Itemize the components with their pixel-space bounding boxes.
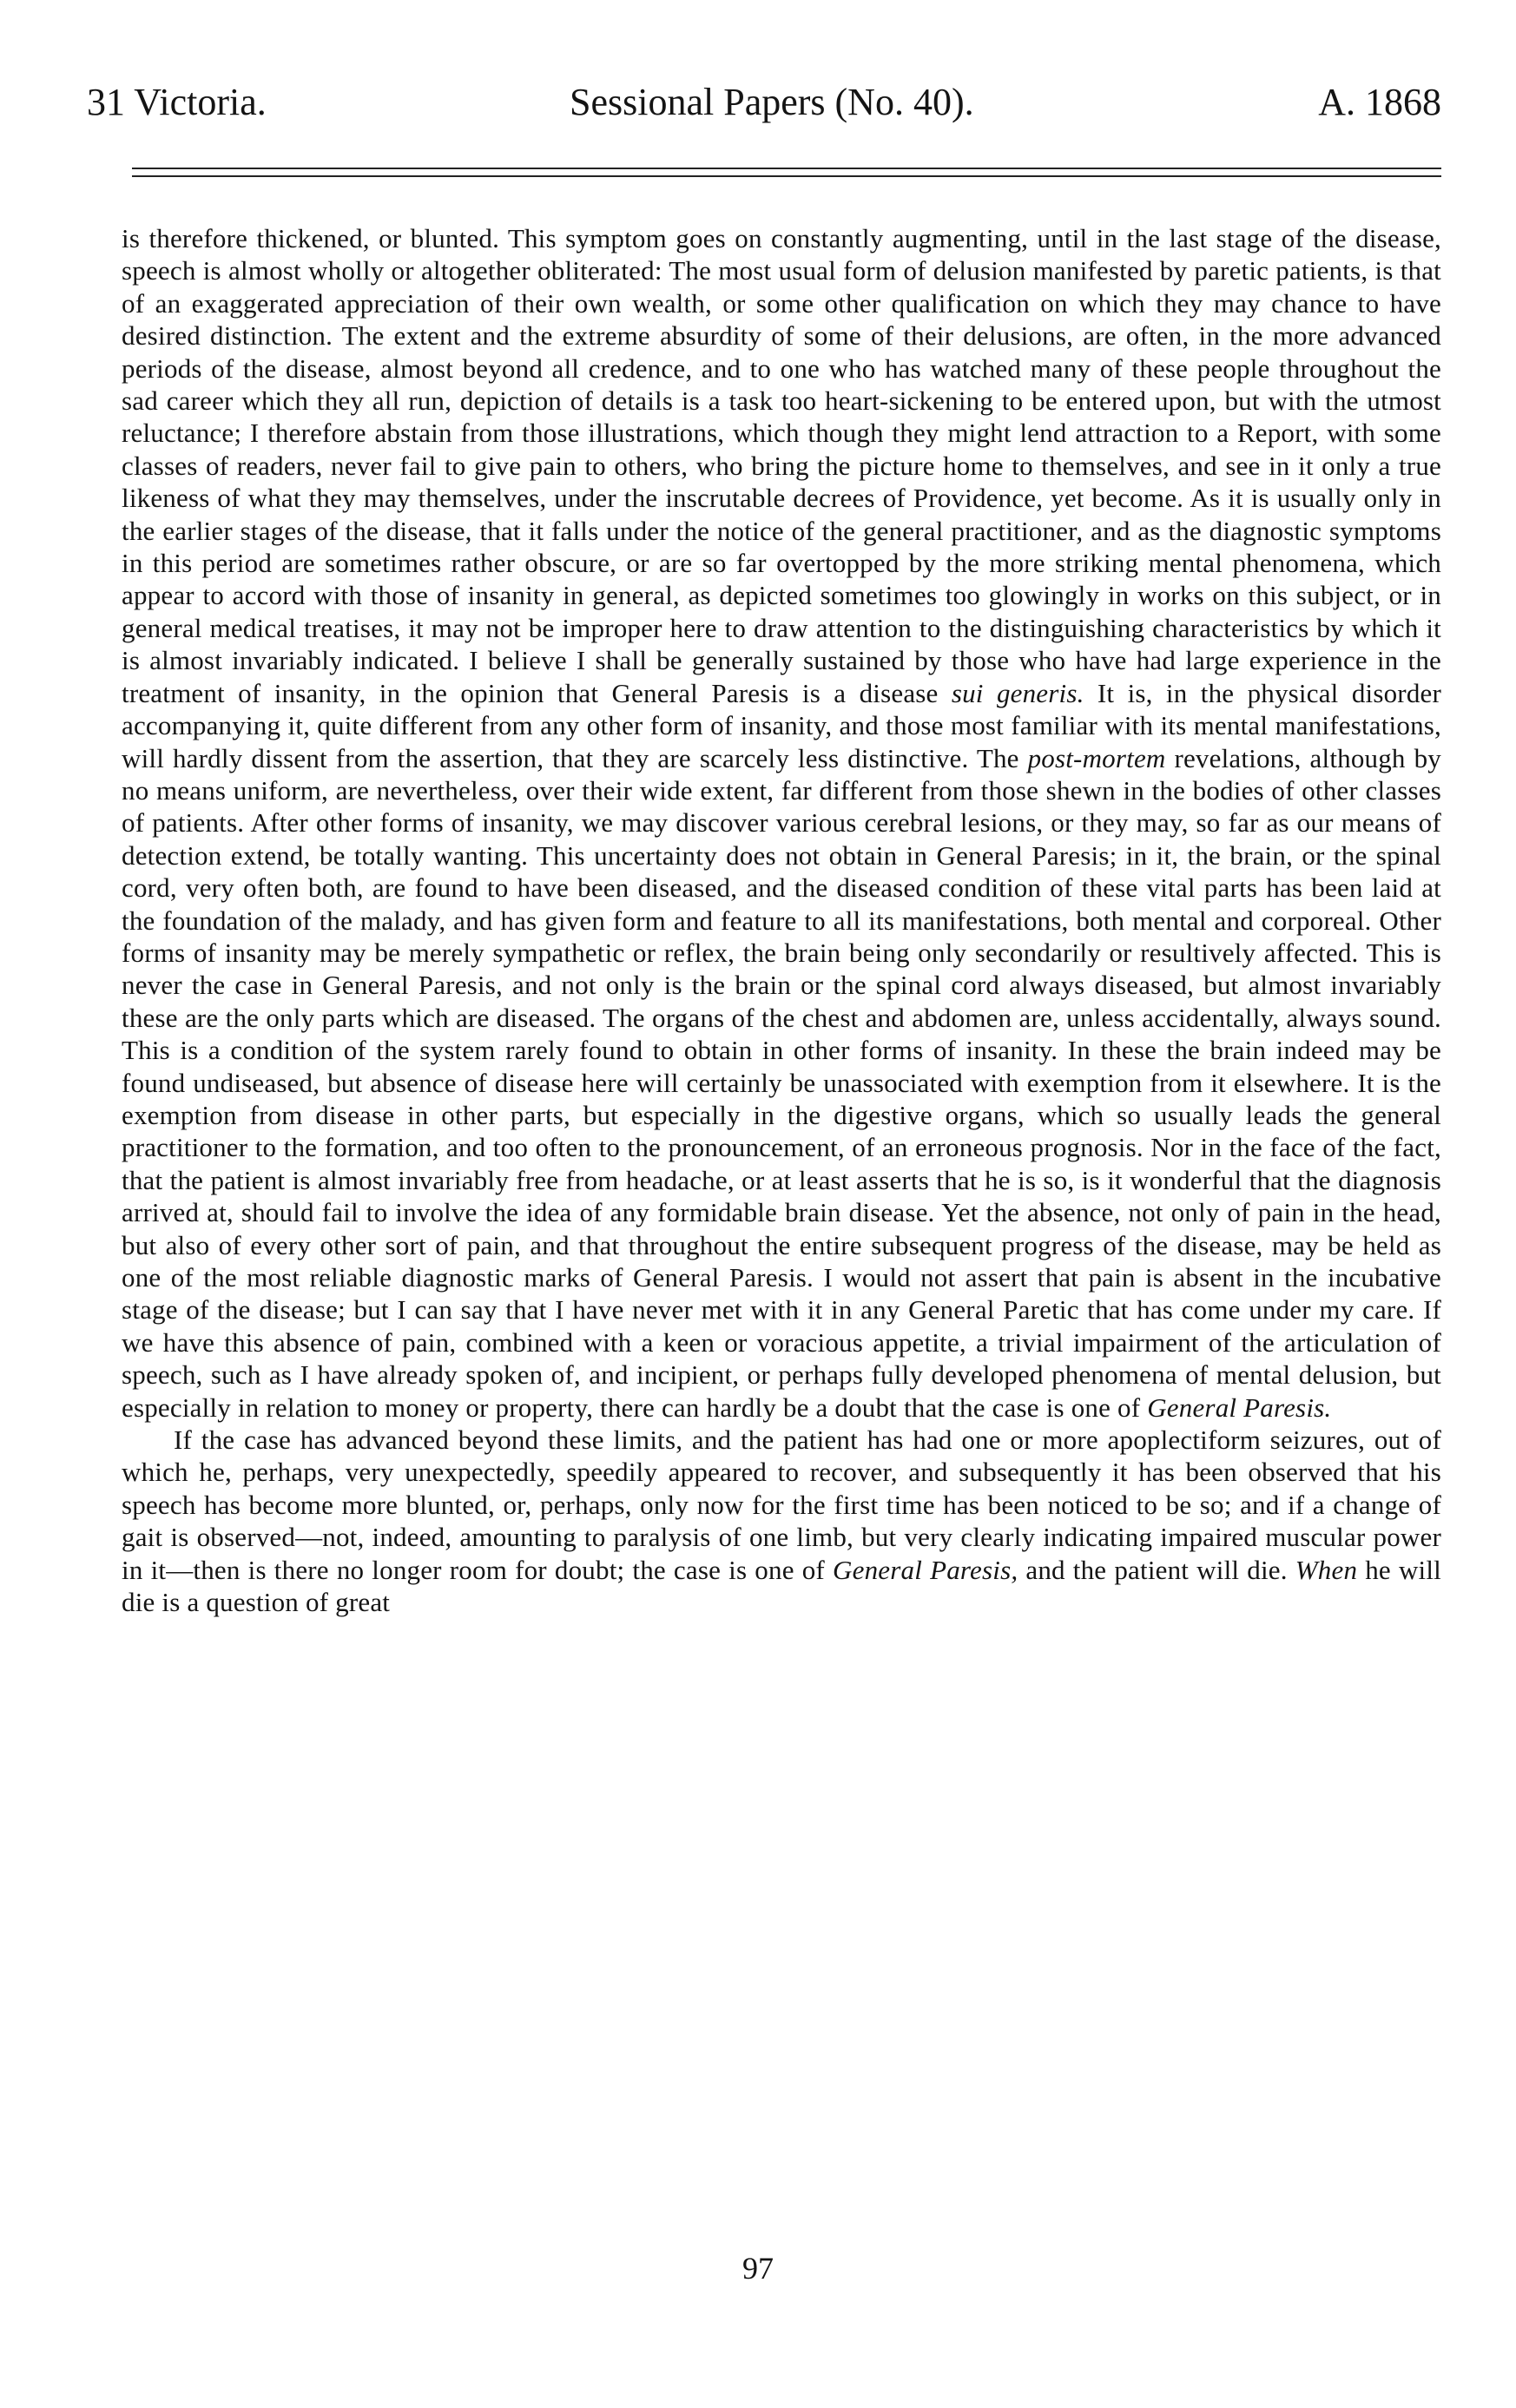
italic-general-paresis-2: General Paresis, — [833, 1554, 1018, 1585]
paragraph-1 — [122, 222, 1441, 1424]
header-center: Sessional Papers (No. 40). — [570, 81, 974, 123]
paragraph-1-text-a: is therefore thickened, or blunted. This symptom goes on constantly augmenting, until in the last stage of the disease, speech is almost wholly or altogether obliterated: The most usual form of delusion manifested by paretic patients, is that of an exaggerated appreciation of their own wealth, or some other qualification on which they may chance to have desired distinction. The extent and the extreme absurdity of some of their delusions, are often, in the more advanced periods of the disease, almost beyond all credence, and to one who has watched many of these people throughout the sad career which they all run, depiction of details is a task too heart-sickening to be entered upon, but with the utmost reluctance; I therefore abstain from those illustrations, which though they might lend attraction to a Report, with some classes of readers, never fail to give pain to others, who bring the picture home to themselves, and see in it only a true likeness of what they may themselves, under the inscrutable decrees of Providence, yet become. As it is usually only in the earlier stages of the disease, that it falls under the notice of the general practitioner, and as the diagnostic symptoms in this period are sometimes rather obscure, or are so far overtopped by the more striking mental phenomena, which appear to accord with those of insanity in general, as depicted sometimes too glowingly in works on this subject, or in general medical treatises, it may not be improper here to draw attention to the distinguishing characteristics by which it is almost invariably indicated. I believe I shall be generally sustained by those who have had large experience in the treatment of insanity, in the opinion that General Paresis is a disease — [122, 223, 1441, 708]
paragraph-2-text-b: and the patient will die. — [1018, 1554, 1295, 1585]
running-header — [87, 80, 1441, 141]
paragraph-2-text-c: he will die is a question of great — [122, 1554, 1441, 1618]
header-left: 31 Victoria. — [87, 81, 267, 123]
body-text — [122, 222, 1441, 1618]
header-rule-top — [132, 168, 1441, 169]
header-right: A. 1868 — [1318, 81, 1441, 123]
paragraph-1-text-c: revelations, although by no means uniform, are nevertheless, over their wide extent, far different from those shewn in the bodies of other classes of patients. After other forms of insanity, we may discover various cerebral lesions, or they may, so far as our means of detection extend, be totally wanting. This uncertainty does not obtain in General Paresis; in it, the brain, or the spinal cord, very often both, are found to have been diseased, and the diseased condition of these vital parts has been laid at the foundation of the malady, and has given form and feature to all its manifestations, both mental and corporeal. Other forms of insanity may be merely sympathetic or reflex, the brain being only secondarily or resultively affected. This is never the case in General Paresis, and not only is the brain or the spinal cord always diseased, but almost invariably these are the only parts which are diseased. The organs of the chest and abdomen are, unless accidentally, always sound. This is a condition of the system rarely found to obtain in other forms of insanity. In these the brain indeed may be found undiseased, but absence of disease here will certainly be unassociated with exemption from it elsewhere. It is the exemption from disease in other parts, but especially in the digestive organs, which so usually leads the general practitioner to the formation, and too often to the pronouncement, of an erroneous prognosis. Nor in the face of the fact, that the patient is almost invariably free from headache, or at least asserts that he is so, is it wonderful that the diagnosis arrived at, should fail to involve the idea of any formidable brain disease. Yet the absence, not only of pain in the head, but also of every other sort of pain, and that throughout the entire subsequent progress of the disease, may be held as one of the most reliable diagnostic marks of General Paresis. I would not assert that pain is absent in the incubative stage of the disease; but I can say that I have never met with it in any General Paretic that has come under my care. If we have this absence of pain, combined with a keen or voracious appetite, a trivial impairment of the articulation of speech, such as I have already spoken of, and incipient, or perhaps fully developed phenomena of mental delusion, but especially in relation to money or property, there can hardly be a doubt that the case is one of — [122, 742, 1441, 1423]
italic-sui-generis: sui generis. — [951, 677, 1084, 708]
italic-general-paresis: General Paresis. — [1147, 1392, 1332, 1423]
header-rule-bottom — [132, 175, 1441, 177]
italic-when: When — [1295, 1554, 1358, 1585]
italic-post-mortem: post-mortem — [1027, 742, 1166, 773]
paragraph-1-text-b: It is, in the physical disorder accompanying it, quite different from any other form of insanity, and those most familiar with its mental manifestations, will hardly dissent from the assertion, that they are scarcely less distinctive. The — [122, 677, 1441, 773]
paragraph-2 — [122, 1424, 1441, 1618]
page-number: 97 — [742, 2251, 774, 2286]
paragraph-2-text-a: If the case has advanced beyond these limits, and the patient has had one or more apoplectiform seizures, out of which he, perhaps, very unexpectedly, speedily appeared to recover, and subsequently it has been observed that his speech has become more blunted, or, perhaps, only now for the first time has been noticed to be so; and if a change of gait is observed—not, indeed, amounting to paralysis of one limb, but very clearly indicating impaired muscular power in it—then is there no longer room for doubt; the case is one of — [122, 1424, 1441, 1585]
